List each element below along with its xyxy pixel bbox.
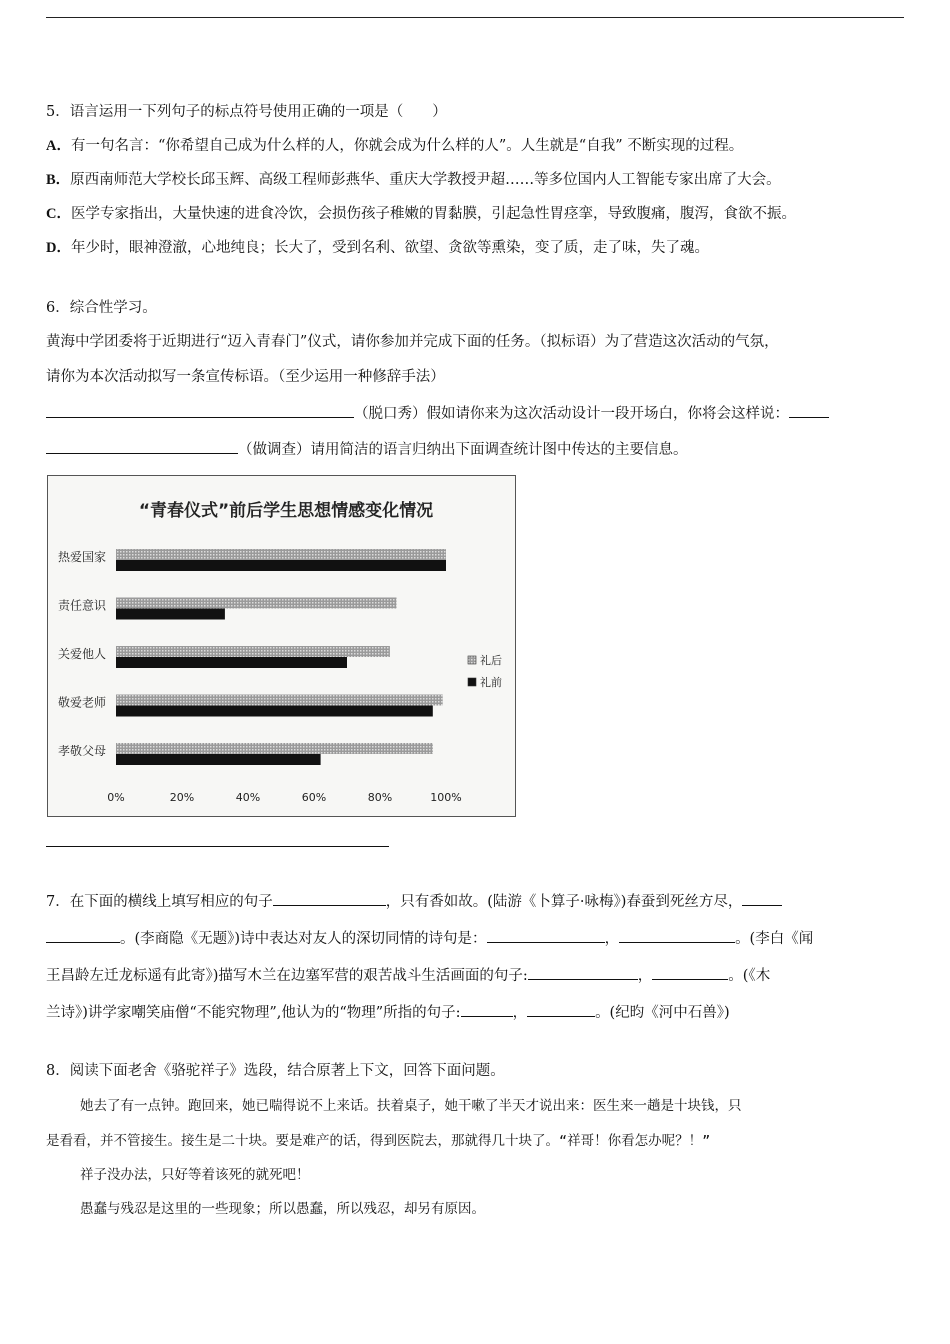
q6-line3-text: （脱口秀）假如请你来为这次活动设计一段开场白，你将会这样说： <box>354 406 789 422</box>
chart-canvas <box>48 476 515 816</box>
bar-before <box>116 754 321 765</box>
option-key: C． <box>46 206 71 222</box>
q8-passage-line: 她去了有一点钟。跑回来，她已喘得说不上来话。扶着桌子，她干嗽了半天才说出来：医生来一趟是十块钱，只 <box>80 1098 742 1114</box>
option-key: A． <box>46 138 71 154</box>
bar-after <box>116 646 390 657</box>
option-key: B． <box>46 172 71 188</box>
q7-text: ， <box>637 968 653 984</box>
legend-label: 礼前 <box>480 676 502 689</box>
answer-blank[interactable] <box>461 1001 513 1017</box>
q8-passage-line: 祥子没办法，只好等着该死的就死吧！ <box>80 1167 310 1183</box>
q7-line3 <box>46 964 770 986</box>
q6-line2: 请你为本次活动拟写一条宣传标语。（至少运用一种修辞手法） <box>46 369 445 385</box>
q5-option-a <box>46 136 743 156</box>
category-label: 关爱他人 <box>58 647 107 661</box>
x-tick-label: 60% <box>301 791 327 804</box>
legend-swatch <box>468 678 476 686</box>
answer-blank[interactable] <box>742 890 782 906</box>
legend-label: 礼后 <box>480 654 502 667</box>
x-tick-label: 100% <box>430 791 462 804</box>
q6-line4 <box>46 438 688 460</box>
answer-blank[interactable] <box>46 927 120 943</box>
q7-line2 <box>46 927 813 949</box>
q7-text: ， <box>512 1005 528 1021</box>
q7-text: 。(《木 <box>728 968 771 984</box>
answer-blank[interactable] <box>46 438 238 454</box>
q5-option-b <box>46 170 781 190</box>
q6-line1: 黄海中学团委将于近期进行“迈入青春门”仪式，请你参加并完成下面的任务。（拟标语）为了营造这次活动的气氛， <box>46 334 779 350</box>
option-text: 年少时，眼神澄澈，心地纯良；长大了，受到名利、欲望、贪欲等熏染，变了质，走了味，失了魂。 <box>70 240 709 256</box>
category-label: 热爱国家 <box>58 550 107 564</box>
q7-text: 7．在下面的横线上填写相应的句子 <box>46 894 273 910</box>
answer-blank[interactable] <box>789 402 829 418</box>
q6-line3 <box>46 402 829 424</box>
q7-text: 。(纪昀《河中石兽》) <box>595 1005 730 1021</box>
q5-option-c <box>46 204 796 224</box>
bar-chart <box>47 475 516 817</box>
q7-text: 王昌龄左迁龙标遥有此寄》)描写木兰在边塞军营的艰苦战斗生活画面的句子: <box>46 968 528 984</box>
option-text: 原西南师范大学校长邱玉辉、高级工程师彭燕华、重庆大学教授尹超……等多位国内人工智能专家出席了大会。 <box>70 172 781 188</box>
answer-blank[interactable] <box>527 1001 595 1017</box>
bar-after <box>116 695 443 706</box>
q8-passage-line: 是看看，并不管接生。接生是二十块。要是难产的话，得到医院去，那就得几十块了。“祥哥！你看怎办呢？！” <box>46 1133 711 1149</box>
q7-text: ，只有香如故。(陆游《卜算子·咏梅》)春蚕到死丝方尽， <box>385 894 743 910</box>
option-text: 医学专家指出，大量快速的进食冷饮，会损伤孩子稚嫩的胃黏膜，引起急性胃痉挛，导致腹痛，腹泻，食欲不振。 <box>70 206 796 222</box>
bar-after <box>116 743 433 754</box>
top-rule <box>46 17 904 18</box>
q5-stem: 5．语言运用一下列句子的标点符号使用正确的一项是（ ） <box>46 104 447 120</box>
bar-before <box>116 560 446 571</box>
q6-line4-text: （做调查）请用简洁的语言归纳出下面调查统计图中传达的主要信息。 <box>238 442 688 458</box>
q7-line4 <box>46 1001 730 1023</box>
bar-before <box>116 657 347 668</box>
q7-text: 兰诗》)讲学家嘲笑庙僧“不能究物理”,他认为的“物理”所指的句子: <box>46 1005 461 1021</box>
x-tick-label: 40% <box>235 791 261 804</box>
answer-blank[interactable] <box>46 402 354 418</box>
x-tick-label: 0% <box>107 791 125 804</box>
answer-blank[interactable] <box>273 890 386 906</box>
bar-before <box>116 609 225 620</box>
x-tick-label: 80% <box>367 791 393 804</box>
legend-swatch <box>468 656 476 664</box>
option-key: D． <box>46 240 71 256</box>
q7-text: 。(李白《闻 <box>735 931 814 947</box>
answer-blank[interactable] <box>652 964 728 980</box>
chart-title: “青春仪式”前后学生思想情感变化情况 <box>138 501 434 521</box>
answer-blank[interactable] <box>528 964 638 980</box>
category-label: 敬爱老师 <box>58 695 107 710</box>
q7-text: 。(李商隐《无题》)诗中表达对友人的深切同情的诗句是： <box>120 931 487 947</box>
category-label: 责任意识 <box>58 598 107 613</box>
x-tick-label: 20% <box>169 791 195 804</box>
answer-rule[interactable] <box>46 846 389 847</box>
bar-after <box>116 549 446 560</box>
answer-blank[interactable] <box>487 927 605 943</box>
category-label: 孝敬父母 <box>58 744 107 758</box>
q8-passage-line: 愚蠢与残忍是这里的一些现象；所以愚蠢，所以残忍，却另有原因。 <box>80 1201 485 1217</box>
q7-text: ， <box>604 931 620 947</box>
bar-before <box>116 706 433 717</box>
q7-line1 <box>46 890 782 912</box>
q5-option-d <box>46 238 709 258</box>
answer-blank[interactable] <box>619 927 735 943</box>
q8-stem: 8．阅读下面老舍《骆驼祥子》选段，结合原著上下文，回答下面问题。 <box>46 1063 505 1079</box>
option-text: 有一句名言：“你希望自己成为什么样的人，你就会成为什么样的人”。人生就是“自我” 不断实现的过程。 <box>70 138 744 154</box>
bar-after <box>116 598 397 609</box>
q6-stem: 6．综合性学习。 <box>46 300 157 316</box>
